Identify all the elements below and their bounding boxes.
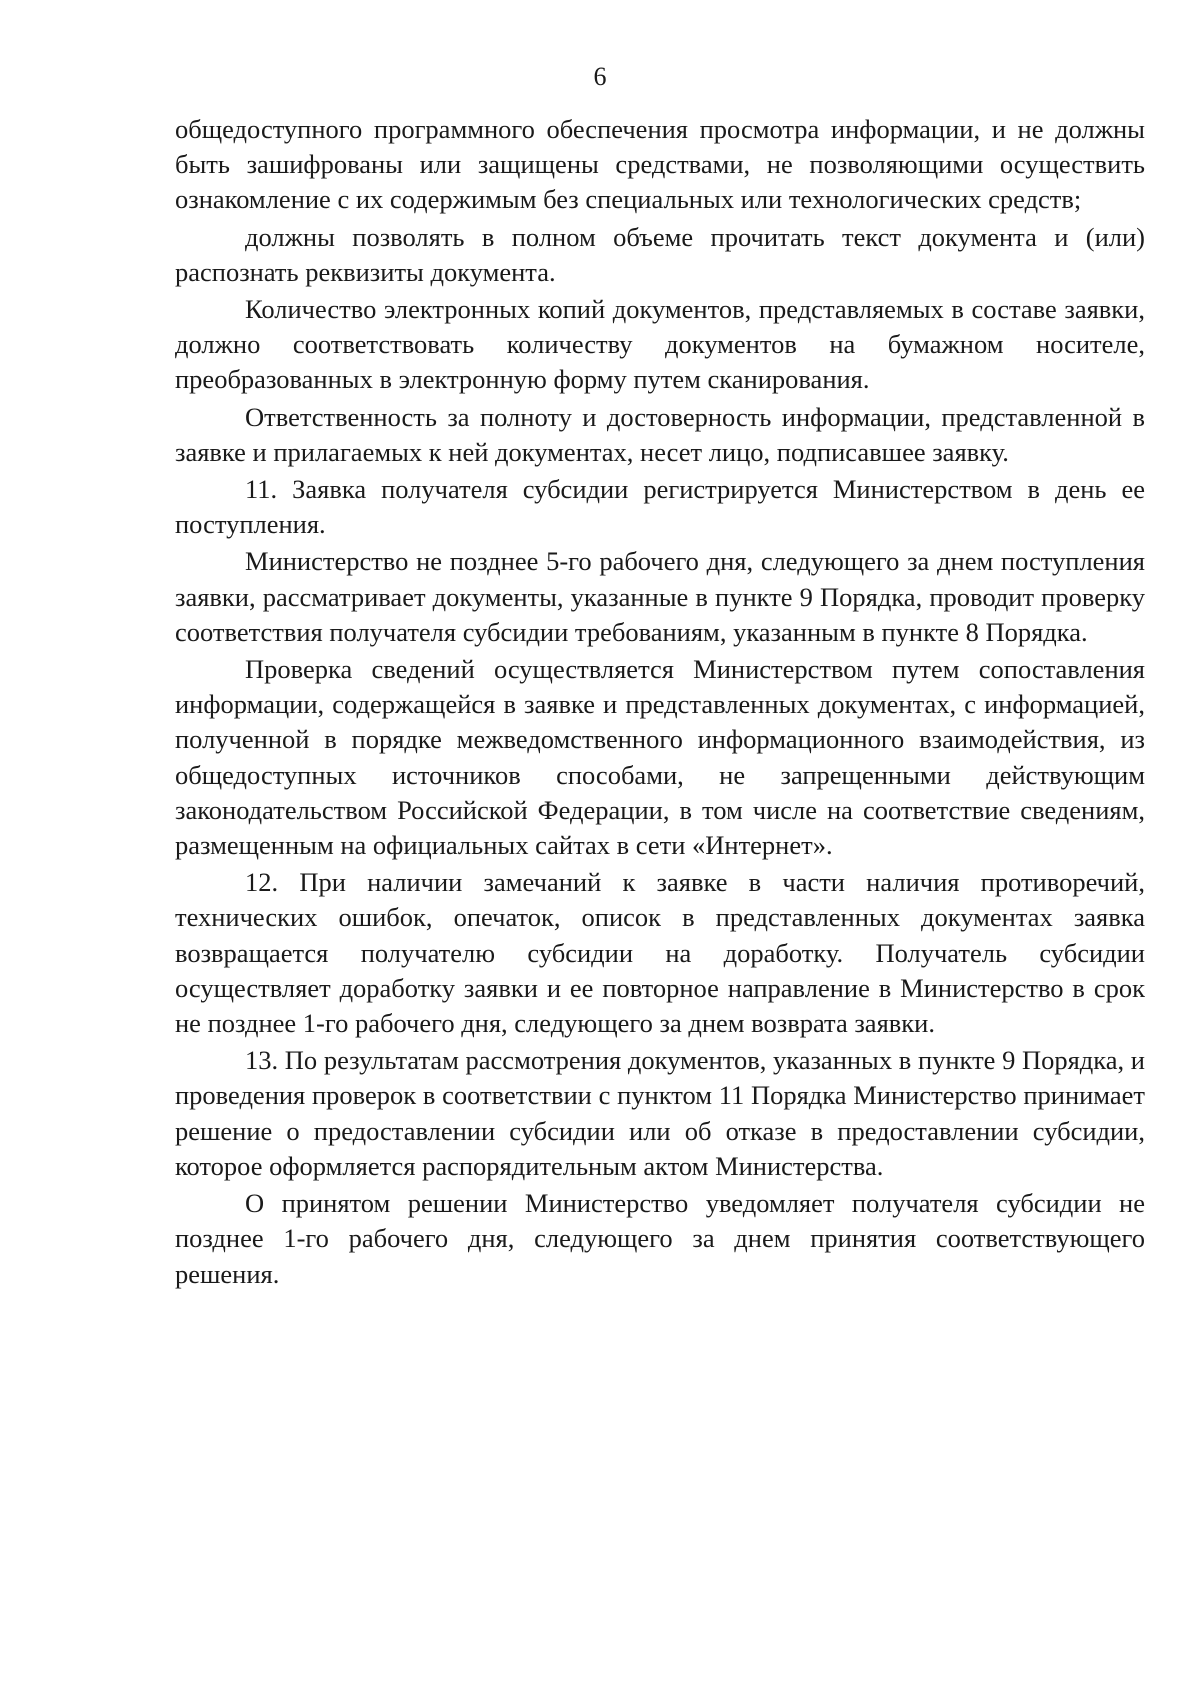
paragraph: Количество электронных копий документов, представляемых в составе заявки, должно соответствовать количеству документов на бумажном носителе, преобразованных в электронную форму путем сканирования. (175, 294, 1145, 395)
page-number: 6 (593, 62, 607, 91)
paragraph: О принятом решении Министерство уведомляет получателя субсидии не позднее 1-го рабочего дня, следующего за днем принятия соответствующего решения. (175, 1188, 1145, 1289)
document-body (175, 112, 1145, 1292)
paragraph-item-12: 12. При наличии замечаний к заявке в части наличия противоречий, технических ошибок, опечаток, описок в представленных документах заявка возвращается получателю субсидии на доработку. Получатель субсидии осуществляет доработку заявки и ее повторное направление в Министерство в срок не позднее 1-го рабочего дня, следующего за днем возврата заявки. (175, 867, 1145, 1039)
paragraph: должны позволять в полном объеме прочитать текст документа и (или) распознать реквизиты документа. (175, 221, 1145, 287)
paragraph: Министерство не позднее 5-го рабочего дня, следующего за днем поступления заявки, рассматривает документы, указанные в пункте 9 Порядка, проводит проверку соответствия получателя субсидии требованиям, указанным в пункте 8 Порядка. (175, 546, 1145, 647)
paragraph-item-13: 13. По результатам рассмотрения документов, указанных в пункте 9 Порядка, и проведения проверок в соответствии с пунктом 11 Порядка Министерство принимает решение о предоставлении субсидии или об отказе в предоставлении субсидии, которое оформляется распорядительным актом Министерства. (175, 1045, 1145, 1181)
paragraph-item-11: 11. Заявка получателя субсидии регистрируется Министерством в день ее поступления. (175, 474, 1145, 540)
paragraph: Ответственность за полноту и достоверность информации, представленной в заявке и прилагаемых к ней документах, несет лицо, подписавшее заявку. (175, 401, 1145, 467)
paragraph-continuation: общедоступного программного обеспечения просмотра информации, и не должны быть зашифрованы или защищены средствами, не позволяющими осуществить ознакомление с их содержимым без специальных или технологических средств; (175, 114, 1145, 215)
paragraph: Проверка сведений осуществляется Министерством путем сопоставления информации, содержащейся в заявке и представленных документах, с информацией, полученной в порядке межведомственного информационного взаимодействия, из общедоступных источников способами, не запрещенными действующим законодательством Российской Федерации, в том числе на соответствие сведениям, размещенным на официальных сайтах в сети «Интернет». (175, 654, 1145, 861)
